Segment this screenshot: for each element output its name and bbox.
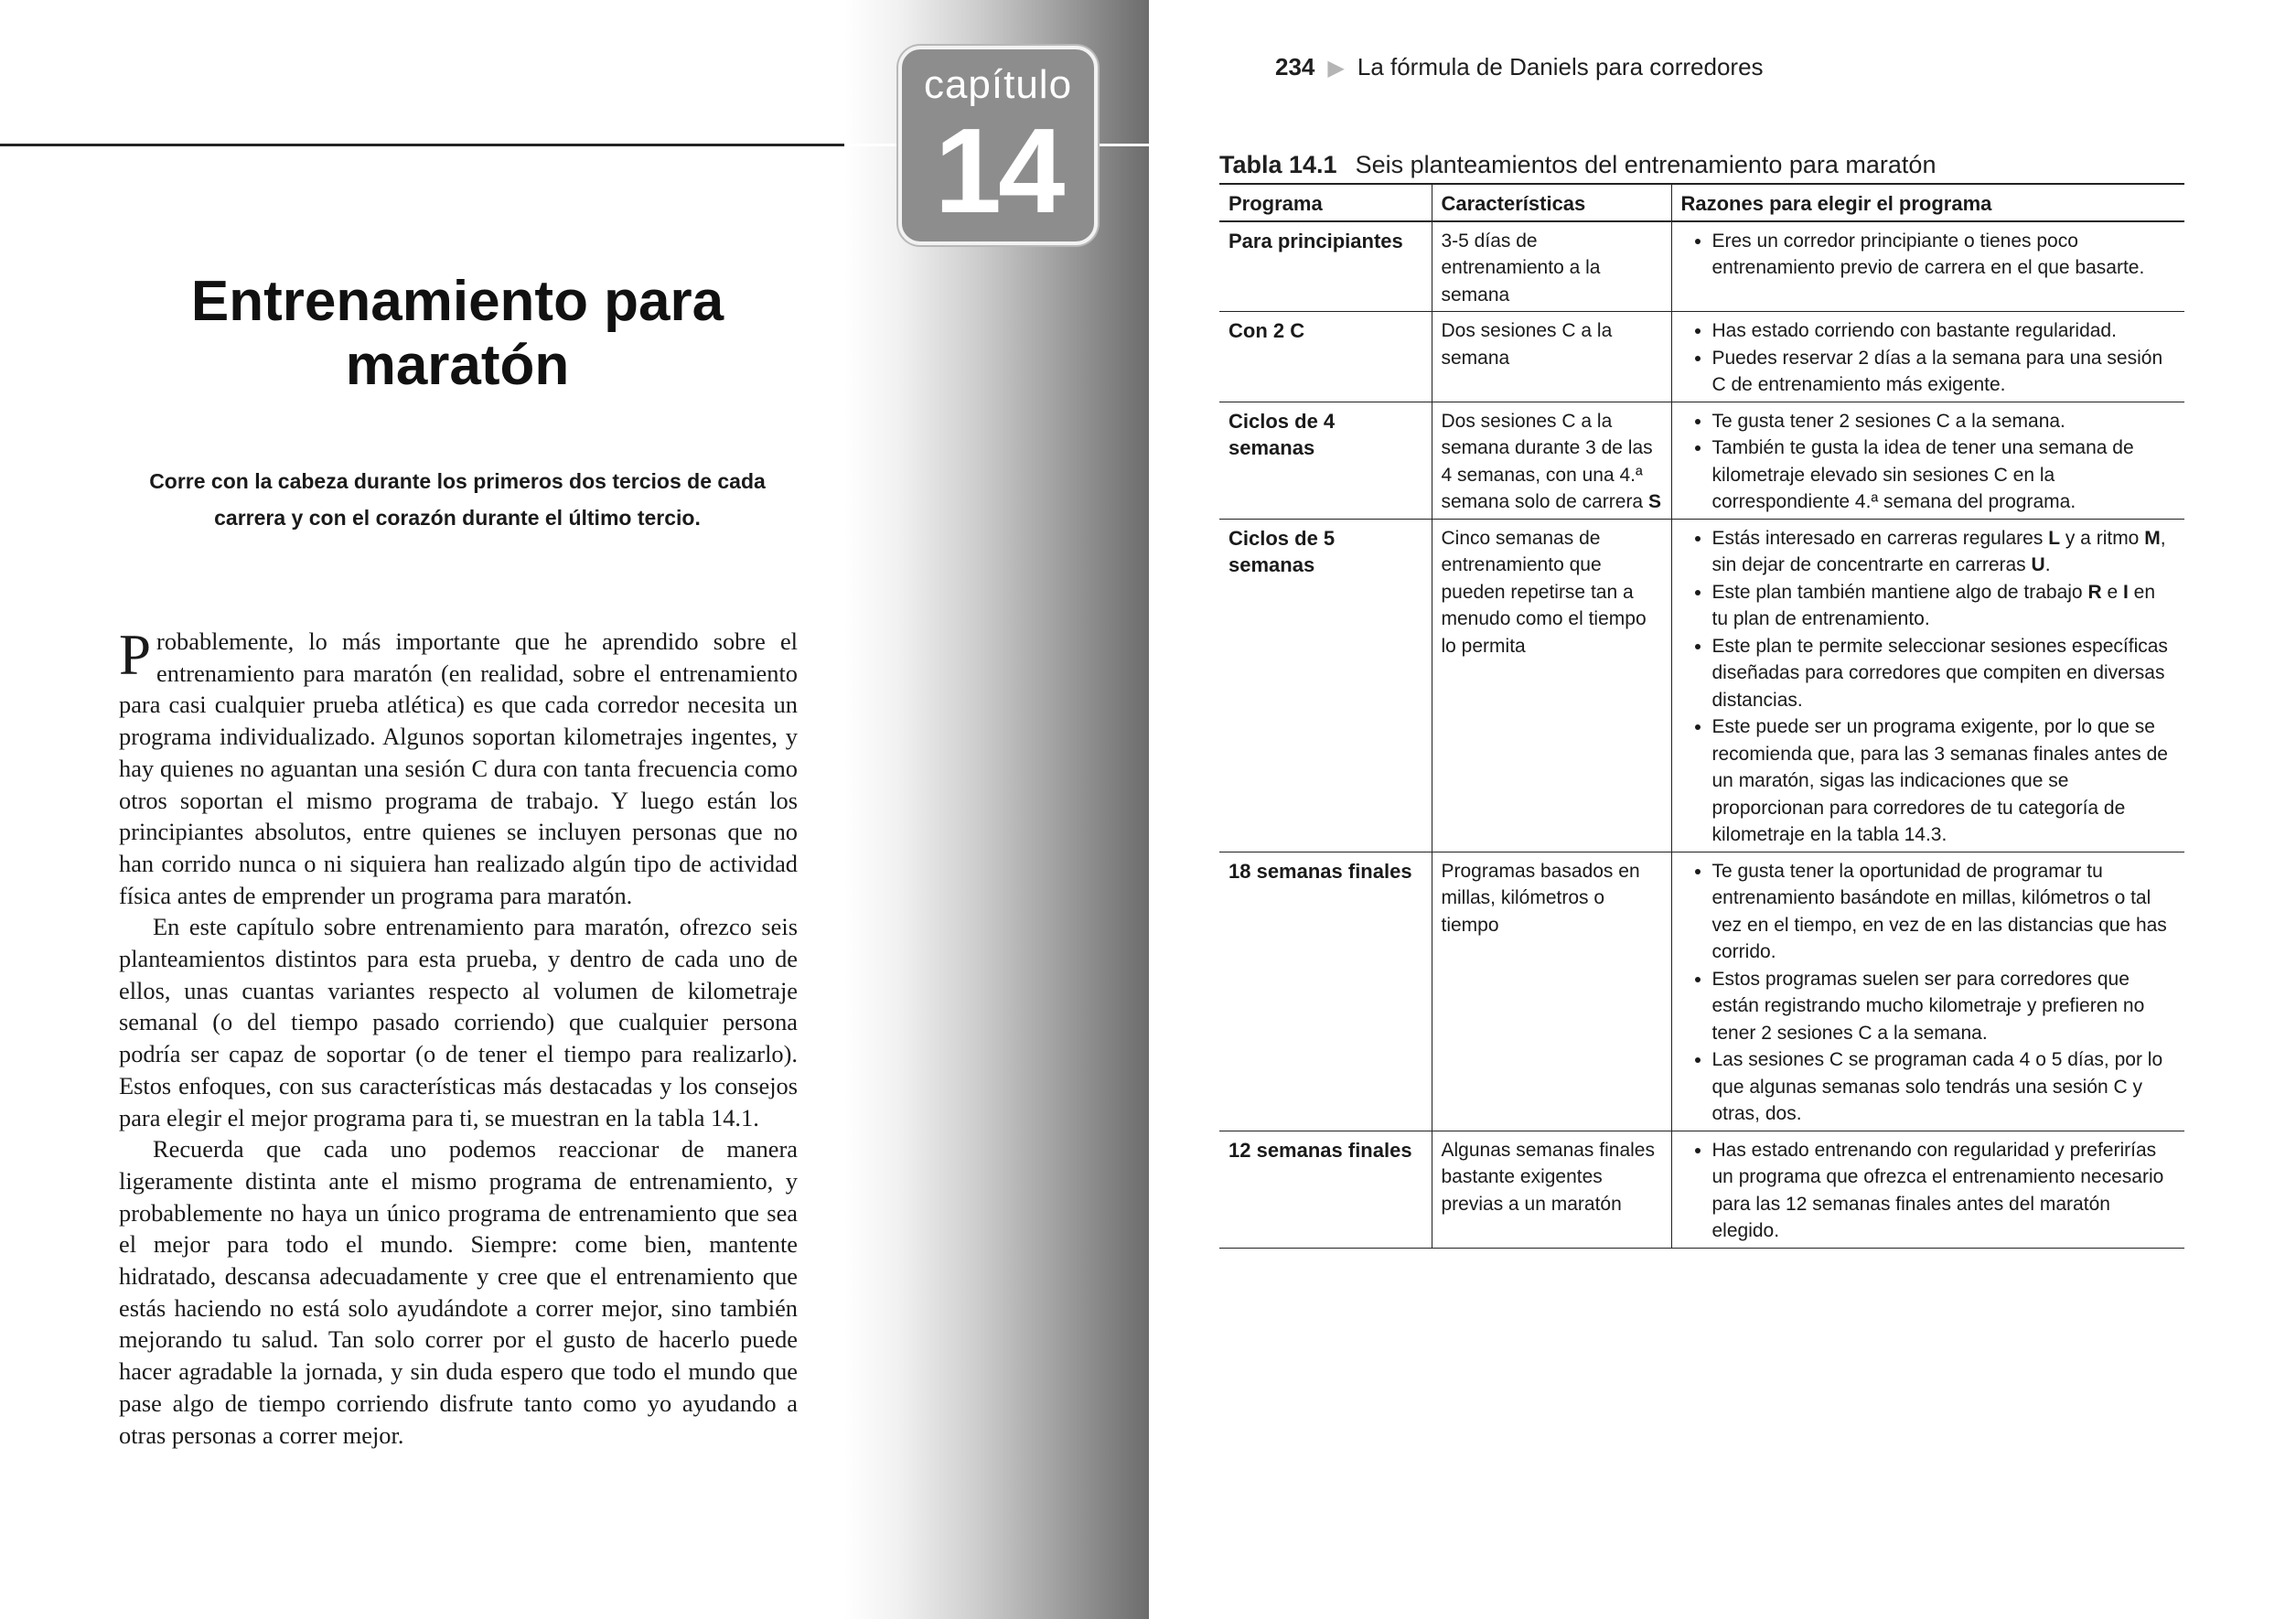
- column-header-reasons: Razones para elegir el programa: [1671, 184, 2184, 221]
- chapter-badge: [898, 46, 1098, 245]
- reason-item: • Las sesiones C se programan cada 4 o 5 días, por lo que algunas semanas solo tendrás una sesión C y otras, dos.: [1712, 1046, 2176, 1128]
- reasons-cell: [1671, 519, 2184, 852]
- reason-item: [1712, 525, 2176, 579]
- table-caption: [1219, 151, 1936, 179]
- reason-text: Este plan también mantiene algo de trabajo: [1711, 581, 2088, 603]
- reason-item: • Has estado corriendo con bastante regularidad.: [1712, 317, 2176, 345]
- program-cell: Con 2 C: [1219, 312, 1432, 402]
- reason-text: , sin dejar de concentrarte en carreras: [1711, 527, 2166, 575]
- table-row: [1219, 312, 2184, 402]
- pace-letter: I: [2122, 581, 2129, 603]
- chapter-word: capítulo: [923, 62, 1073, 107]
- table-row: [1219, 519, 2184, 852]
- pace-letter: L: [2048, 527, 2061, 549]
- triangle-marker-icon: ▶: [1327, 56, 1345, 80]
- table-header-row: [1219, 184, 2184, 221]
- program-cell: 12 semanas finales: [1219, 1131, 1432, 1248]
- features-text: Dos sesiones C a la semana durante 3 de las 4 semanas, con una 4.ª semana solo de carrera: [1441, 410, 1653, 512]
- chapter-rule: [0, 144, 844, 146]
- table-label: Tabla 14.1: [1219, 151, 1337, 178]
- table-caption-text: Seis planteamientos del entrenamiento para maratón: [1355, 151, 1937, 178]
- column-header-program: Programa: [1219, 184, 1432, 221]
- column-header-features: Características: [1432, 184, 1671, 221]
- reason-text: e: [2101, 581, 2123, 603]
- reason-item: • Este puede ser un programa exigente, por lo que se recomienda que, para las 3 semanas finales antes de un maratón, sigas las indicaciones que se proporcionan para corredores de tu categoría de kilometraje en la tabla 14.3.: [1712, 713, 2176, 849]
- reasons-cell: [1671, 1131, 2184, 1248]
- features-cell: [1432, 402, 1671, 519]
- body-paragraph-3: Recuerda que cada uno podemos reaccionar de manera ligeramente distinta ante el mismo programa de entrenamiento, y probablemente no haya un único programa de entrenamiento que sea el mejor para todo el mundo. Siempre: come bien, mantente hidratado, descansa adecuadamente y cree que el entrenamiento que estás haciendo no está solo ayudándote a correr mejor, sino también mejorando tu salud. Tan solo correr por el gusto de hacerlo puede hacer agradable la jornada, y sin duda espero que todo el mundo que pase algo de tiempo corriendo disfrute tanto como yo ayudando a otras personas a correr mejor.: [119, 1135, 798, 1449]
- reason-item: • Has estado entrenando con regularidad y preferirías un programa que ofrezca el entrenamiento necesario para las 12 semanas finales antes del maratón elegido.: [1712, 1137, 2176, 1245]
- body-paragraph-1-text: robablemente, lo más importante que he aprendido sobre el entrenamiento para maratón (en realidad, sobre el entrenamiento para casi cualquier prueba atlética) es que cada corredor necesita un programa individualizado. Algunos soportan kilometrajes ingentes, y hay quienes no aguantan una sesión C dura con tanta frecuencia como otros soportan el mismo programa de trabajo. Y luego están los principiantes absolutos, entre quienes se incluyen personas que no han corrido nunca o ni siquiera han realizado algún tipo de actividad física antes de emprender un programa para maratón.: [119, 627, 798, 909]
- reason-item: • Estos programas suelen ser para corredores que están registrando mucho kilometraje y prefieren no tener 2 sesiones C a la semana.: [1712, 966, 2176, 1047]
- program-cell: 18 semanas finales: [1219, 852, 1432, 1131]
- program-cell: Para principiantes: [1219, 221, 1432, 312]
- program-cell: Ciclos de 4 semanas: [1219, 402, 1432, 519]
- marathon-plans-table: [1219, 183, 2184, 1249]
- features-cell: Algunas semanas finales bastante exigentes previas a un maratón: [1432, 1131, 1671, 1248]
- chapter-number: 14: [934, 103, 1062, 238]
- page-number: 234: [1275, 53, 1315, 80]
- reasons-cell: [1671, 852, 2184, 1131]
- reason-text: en tu plan de entrenamiento.: [1711, 581, 2156, 629]
- pace-letter: M: [2144, 527, 2161, 549]
- table-row: [1219, 1131, 2184, 1248]
- reason-item: • Puedes reservar 2 días a la semana para una sesión C de entrenamiento más exigente.: [1712, 345, 2176, 399]
- reason-item: • Te gusta tener la oportunidad de programar tu entrenamiento basándote en millas, kilómetros o tal vez en el tiempo, en vez de en las distancias que has corrido.: [1712, 858, 2176, 966]
- dropcap: P: [119, 623, 152, 687]
- reason-text: .: [2044, 554, 2051, 575]
- chapter-epigraph: Corre con la cabeza durante los primeros dos tercios de cada carrera y con el corazón durante el último tercio.: [149, 469, 766, 530]
- reason-item: • Este plan te permite seleccionar sesiones específicas diseñadas para corredores que compiten en diversas distancias.: [1712, 633, 2176, 714]
- table-row: [1219, 402, 2184, 519]
- body-text: [119, 623, 798, 1451]
- reason-text: Estás interesado en carreras regulares: [1711, 527, 2049, 549]
- reason-item: [1712, 579, 2176, 633]
- reasons-cell: [1671, 312, 2184, 402]
- table-row: [1219, 852, 2184, 1131]
- pace-letter: U: [2031, 554, 2045, 575]
- features-cell: Programas basados en millas, kilómetros o tiempo: [1432, 852, 1671, 1131]
- reason-item: • Eres un corredor principiante o tienes poco entrenamiento previo de carrera en el que basarte.: [1712, 228, 2176, 282]
- chapter-title: Entrenamiento para maratón: [190, 270, 724, 397]
- pace-letter: R: [2087, 581, 2102, 603]
- reasons-cell: [1671, 221, 2184, 312]
- features-cell: Cinco semanas de entrenamiento que pueden repetirse tan a menudo como el tiempo lo permita: [1432, 519, 1671, 852]
- program-cell: Ciclos de 5 semanas: [1219, 519, 1432, 852]
- body-paragraph-1: [119, 623, 798, 911]
- reason-item: • También te gusta la idea de tener una semana de kilometraje elevado sin sesiones C en la correspondiente 4.ª semana del programa.: [1712, 434, 2176, 516]
- reason-text: y a ritmo: [2060, 527, 2145, 549]
- features-cell: Dos sesiones C a la semana: [1432, 312, 1671, 402]
- body-paragraph-2: En este capítulo sobre entrenamiento para maratón, ofrezco seis planteamientos distintos para esta prueba, y dentro de cada uno de ellos, unas cuantas variantes respecto al volumen de kilometraje semanal (o del tiempo pasado corriendo) que cualquier persona podría ser capaz de soportar (o de tener el tiempo para realizarlo). Estos enfoques, con sus características más destacadas y los consejos para elegir el mejor programa para ti, se muestran en la tabla 14.1.: [119, 913, 798, 1131]
- table-row: [1219, 221, 2184, 312]
- features-cell: 3-5 días de entrenamiento a la semana: [1432, 221, 1671, 312]
- running-head: [1275, 53, 1764, 81]
- reasons-cell: [1671, 402, 2184, 519]
- book-title: La fórmula de Daniels para corredores: [1357, 53, 1764, 80]
- reason-item: • Te gusta tener 2 sesiones C a la semana.: [1712, 408, 2176, 435]
- features-bold-letter: S: [1647, 491, 1661, 512]
